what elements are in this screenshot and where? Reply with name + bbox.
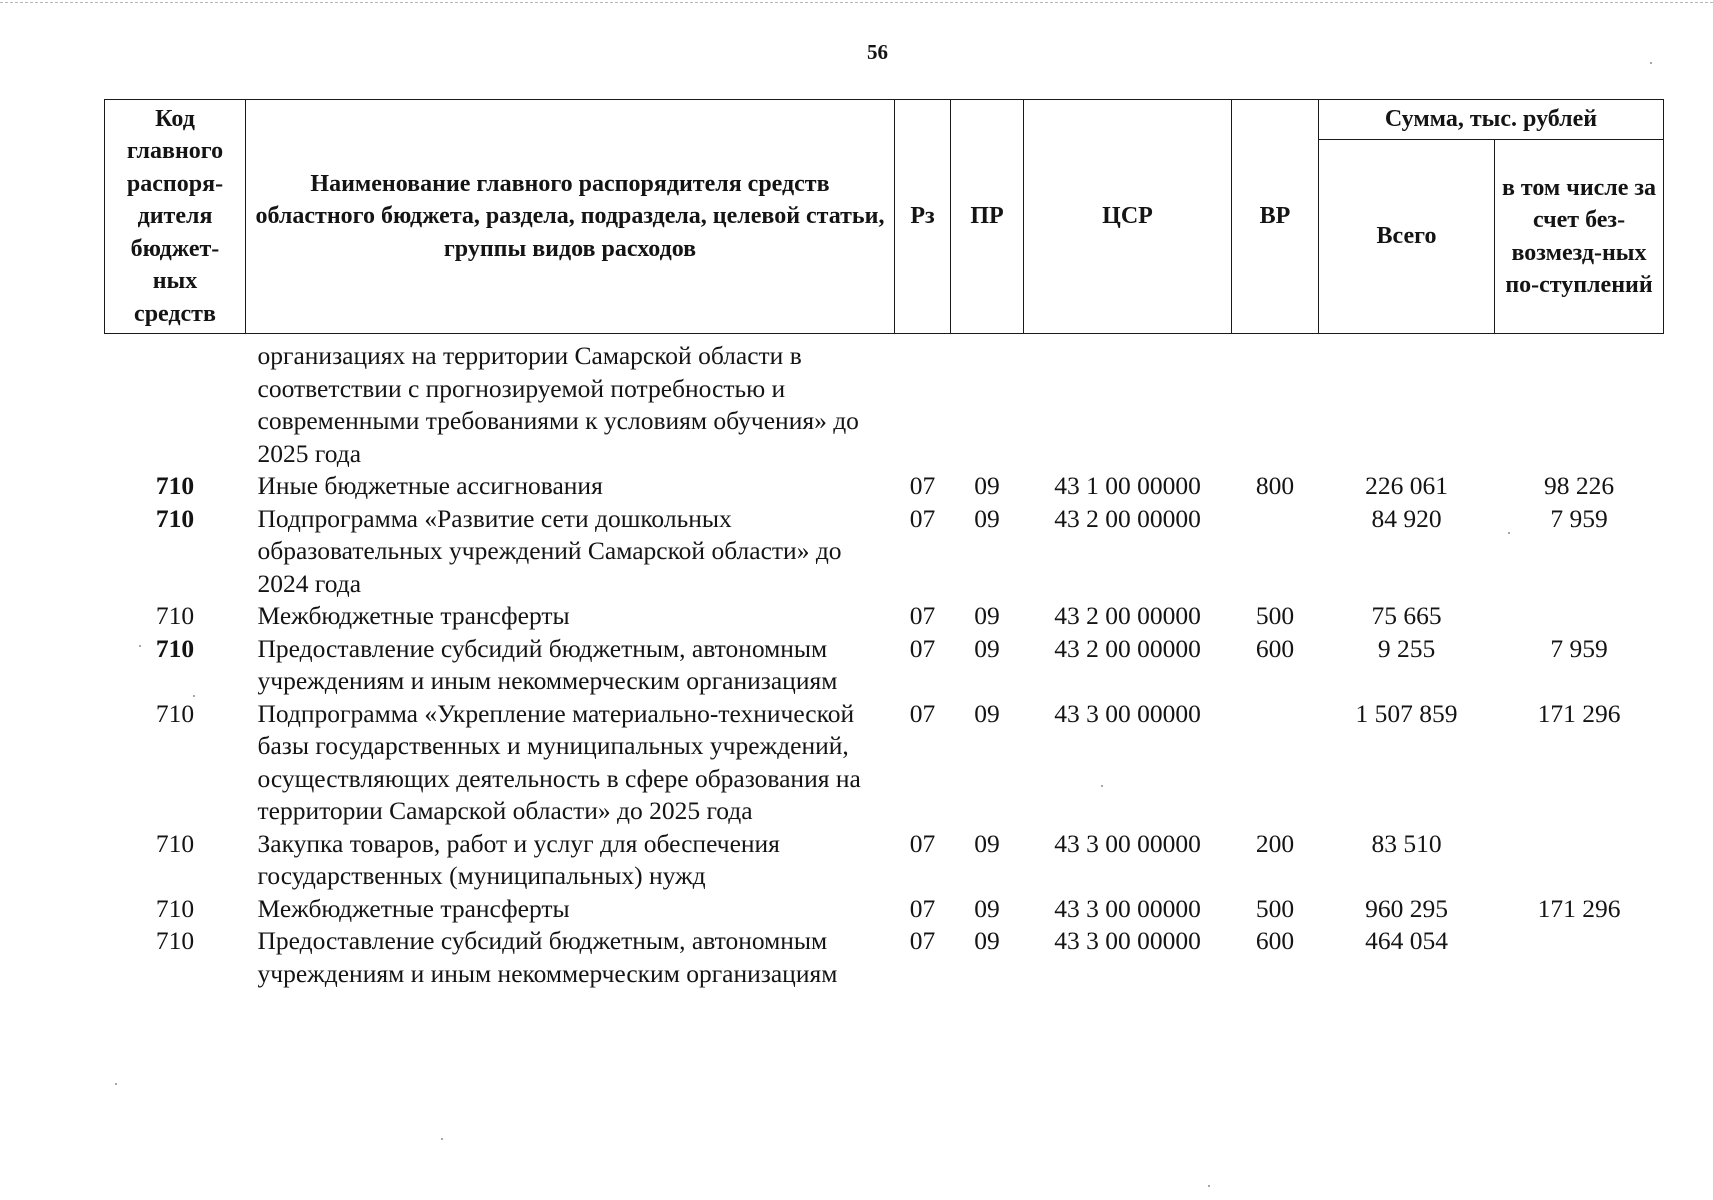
scan-speck	[441, 1138, 443, 1140]
cell-incl: 171 296	[1537, 893, 1621, 923]
cell-csr: 43 2 00 00000	[1054, 633, 1201, 663]
cell-name: организациях на территории Самарской области в соответствии с прогнозируемой потребностью и современными требованиями к условиям обучения» до 2025 года	[257, 341, 859, 468]
cell-pr: 09	[974, 601, 1000, 630]
cell-csr: 43 2 00 00000	[1054, 503, 1201, 533]
cell-pr: 09	[974, 893, 1000, 923]
cell-total: 75 665	[1371, 601, 1442, 630]
cell-total: 9 255	[1377, 633, 1436, 663]
cell-incl	[1495, 334, 1664, 471]
header-total: Всего	[1319, 140, 1495, 334]
cell-incl: 7 959	[1550, 503, 1608, 533]
scan-speck	[193, 695, 195, 697]
cell-code: 710	[155, 828, 195, 858]
cell-csr	[1024, 334, 1232, 471]
table-row	[105, 828, 1664, 893]
cell-total: 1 507 859	[1355, 698, 1458, 728]
table-body	[105, 334, 1664, 991]
cell-vr	[1232, 334, 1319, 471]
cell-code: 710	[155, 698, 195, 728]
cell-rz: 07	[909, 926, 936, 955]
cell-incl: 98 226	[1543, 471, 1615, 500]
cell-csr: 43 2 00 00000	[1054, 601, 1201, 630]
table-row	[105, 503, 1664, 601]
cell-total: 84 920	[1371, 503, 1442, 533]
scan-speck	[1101, 785, 1103, 787]
cell-vr	[1232, 503, 1319, 601]
cell-total	[1319, 334, 1495, 471]
cell-vr: 500	[1255, 601, 1295, 630]
cell-code: 710	[155, 893, 195, 923]
cell-vr: 500	[1255, 893, 1295, 923]
cell-total: 960 295	[1365, 893, 1448, 923]
cell-code: 710	[155, 601, 195, 630]
cell-pr: 09	[974, 828, 1000, 858]
cell-pr: 09	[974, 503, 1000, 533]
table-row	[105, 600, 1664, 633]
scan-speck	[139, 645, 141, 647]
cell-pr: 09	[974, 698, 1000, 728]
cell-incl	[1495, 828, 1664, 893]
cell-rz: 07	[909, 893, 936, 923]
table-row	[105, 893, 1664, 926]
cell-total: 226 061	[1365, 471, 1448, 500]
scan-edge-line	[0, 2, 1713, 3]
cell-vr: 200	[1255, 828, 1295, 858]
table-row	[105, 633, 1664, 698]
cell-csr: 43 1 00 00000	[1054, 471, 1201, 500]
table-row	[105, 698, 1664, 828]
cell-rz: 07	[909, 698, 936, 728]
cell-pr: 09	[974, 926, 1000, 955]
cell-code: 710	[155, 471, 195, 500]
cell-pr	[951, 334, 1024, 471]
cell-csr: 43 3 00 00000	[1054, 828, 1201, 858]
table-row	[105, 470, 1664, 503]
cell-rz	[895, 334, 951, 471]
cell-rz: 07	[909, 633, 936, 663]
header-rz: Рз	[895, 100, 951, 334]
cell-total: 83 510	[1371, 828, 1442, 858]
cell-rz: 07	[909, 601, 936, 630]
cell-pr: 09	[974, 471, 1000, 500]
header-code: Код главного распоря-дителя бюджет-ных средств	[105, 100, 246, 334]
cell-code: 710	[155, 503, 195, 533]
cell-vr: 800	[1255, 471, 1295, 500]
scan-speck	[1650, 62, 1652, 64]
cell-name: Закупка товаров, работ и услуг для обеспечения государственных (муниципальных) нужд	[257, 828, 780, 890]
cell-name: Межбюджетные трансферты	[257, 601, 570, 630]
cell-vr: 600	[1255, 633, 1295, 663]
cell-incl: 171 296	[1537, 698, 1621, 728]
cell-name: Иные бюджетные ассигнования	[257, 471, 603, 500]
cell-rz: 07	[909, 503, 936, 533]
header-sum-group: Сумма, тыс. рублей	[1319, 100, 1664, 140]
cell-csr: 43 3 00 00000	[1054, 926, 1201, 955]
cell-code	[105, 334, 246, 471]
header-vr: ВР	[1232, 100, 1319, 334]
table-header	[105, 100, 1664, 334]
cell-incl	[1495, 600, 1664, 633]
cell-vr	[1232, 698, 1319, 828]
cell-code: 710	[155, 633, 195, 663]
cell-incl	[1495, 925, 1664, 990]
table-row	[105, 925, 1664, 990]
header-name: Наименование главного распорядителя средств областного бюджета, раздела, подраздела, целевой статьи, группы видов расходов	[246, 100, 895, 334]
cell-name: Межбюджетные трансферты	[257, 893, 570, 923]
cell-code: 710	[155, 926, 195, 955]
cell-vr: 600	[1255, 926, 1295, 955]
cell-pr: 09	[974, 633, 1000, 663]
cell-csr: 43 3 00 00000	[1054, 698, 1201, 728]
cell-rz: 07	[909, 471, 936, 500]
header-pr: ПР	[951, 100, 1024, 334]
scan-speck	[1208, 1185, 1210, 1187]
cell-total: 464 054	[1365, 926, 1448, 955]
cell-csr: 43 3 00 00000	[1054, 893, 1201, 923]
cell-name: Предоставление субсидий бюджетным, автономным учреждениям и иным некоммерческим организациям	[257, 926, 838, 988]
budget-table	[104, 99, 1664, 990]
page-number: 56	[867, 40, 888, 64]
cell-name: Предоставление субсидий бюджетным, автономным учреждениям и иным некоммерческим организациям	[257, 633, 838, 695]
header-incl: в том числе за счет без-возмезд-ных по-ступлений	[1495, 140, 1664, 334]
cell-rz: 07	[909, 828, 936, 858]
table-row	[105, 334, 1664, 471]
cell-name: Подпрограмма «Развитие сети дошкольных образовательных учреждений Самарской области» до 2024 года	[257, 503, 842, 598]
cell-name: Подпрограмма «Укрепление материально-технической базы государственных и муниципальных учреждений, осуществляющих деятельность в сфере образования на территории Самарской области» до 2025 года	[257, 698, 861, 825]
scan-speck	[1508, 532, 1510, 534]
header-csr: ЦСР	[1024, 100, 1232, 334]
scan-speck	[115, 1083, 117, 1085]
cell-incl: 7 959	[1550, 633, 1608, 663]
